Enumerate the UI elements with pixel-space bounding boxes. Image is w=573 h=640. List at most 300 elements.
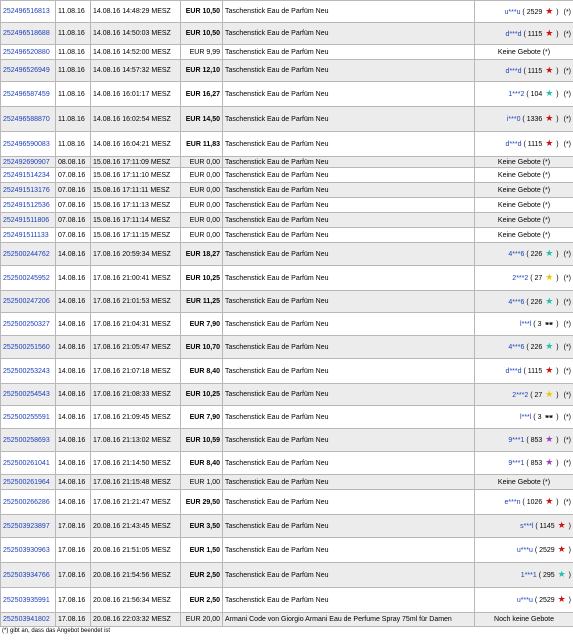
end-date-cell: 15.08.16 17:11:10 MESZ	[91, 168, 181, 183]
start-date-cell: 14.08.16	[56, 359, 91, 384]
bidder-cell: 2***2 ( 27 ★ ) (*)	[475, 384, 573, 406]
bidder-cell: 4***6 ( 226 ★ ) (*)	[475, 291, 573, 313]
star-icon: ★	[545, 457, 554, 467]
price-cell: EUR 20,00	[181, 613, 223, 627]
end-date-cell: 17.08.16 21:07:18 MESZ	[91, 359, 181, 384]
start-date-cell: 07.08.16	[56, 183, 91, 198]
item-id-cell	[1, 198, 56, 213]
end-date-cell: 14.08.16 14:52:00 MESZ	[91, 45, 181, 60]
item-id-cell	[1, 313, 56, 336]
item-id-link[interactable]: 252491512536	[3, 201, 50, 209]
title-cell: Taschenstick Eau de Parfüm Neu	[223, 1, 475, 23]
bidder-name[interactable]: d***d	[505, 67, 522, 75]
feedback-score: 2529	[539, 597, 555, 604]
ended-marker: (*)	[563, 116, 571, 123]
item-id-cell	[1, 60, 56, 82]
feedback-score: 853	[530, 460, 543, 467]
price-cell: EUR 11,25	[181, 291, 223, 313]
table-row	[1, 107, 573, 132]
star-icon: ★	[557, 594, 566, 604]
ended-marker: (*)	[563, 8, 571, 16]
table-row	[1, 82, 573, 107]
ended-marker: (*)	[563, 141, 571, 148]
feedback-score: 104	[530, 91, 543, 98]
bidder-name[interactable]: 1***1	[520, 572, 537, 579]
star-icon: ★	[545, 295, 554, 306]
no-bids-label: Keine Gebote (*)	[497, 158, 551, 166]
end-date-cell: 14.08.16 14:57:32 MESZ	[91, 60, 181, 82]
item-id-link[interactable]: 252503934766	[3, 571, 50, 579]
bidder-name[interactable]: 4***6	[508, 298, 525, 306]
ended-marker: (*)	[563, 30, 571, 38]
item-id-cell	[1, 291, 56, 313]
table-row	[1, 588, 573, 613]
table-row	[1, 266, 573, 291]
bidder-cell: d***d ( 1115 ★ ) (*)	[475, 359, 573, 384]
title-cell: Taschenstick Eau de Parfüm Neu	[223, 359, 475, 384]
ended-marker: (*)	[563, 275, 571, 282]
title-cell: Taschenstick Eau de Parfüm Neu	[223, 538, 475, 563]
table-row	[1, 132, 573, 157]
title-cell: Taschenstick Eau de Parfüm Neu	[223, 243, 475, 266]
item-id-cell	[1, 183, 56, 198]
star-icon: ★	[545, 434, 554, 444]
table-row	[1, 336, 573, 359]
ended-marker: (*)	[563, 460, 571, 467]
price-cell: EUR 10,70	[181, 336, 223, 359]
feedback-score: 27	[534, 391, 543, 399]
bidder-cell: d***d ( 1115 ★ ) (*)	[475, 23, 573, 45]
price-cell: EUR 0,00	[181, 168, 223, 183]
item-id-link[interactable]: 252500261964	[3, 478, 50, 486]
feedback-score: 1336	[526, 116, 543, 123]
start-date-cell: 08.08.16	[56, 157, 91, 168]
title-cell: Taschenstick Eau de Parfüm Neu	[223, 515, 475, 538]
price-cell: EUR 7,90	[181, 313, 223, 336]
end-date-cell: 17.08.16 21:04:31 MESZ	[91, 313, 181, 336]
feedback-score: 1115	[527, 368, 543, 375]
ended-marker: (*)	[563, 298, 571, 306]
no-bids-label: Keine Gebote (*)	[497, 201, 551, 209]
start-date-cell: 17.08.16	[56, 588, 91, 613]
title-cell: Taschenstick Eau de Parfüm Neu	[223, 475, 475, 490]
item-id-link[interactable]: 252491511806	[3, 216, 50, 224]
start-date-cell: 07.08.16	[56, 168, 91, 183]
bidder-cell: 4***6 ( 226 ★ ) (*)	[475, 336, 573, 359]
table-row	[1, 228, 573, 243]
title-cell: Taschenstick Eau de Parfüm Neu	[223, 82, 475, 107]
item-id-cell	[1, 515, 56, 538]
bidder-cell: 4***6 ( 226 ★ ) (*)	[475, 243, 573, 266]
no-bids-label: Keine Gebote (*)	[497, 216, 551, 224]
footnote: (*) gibt an, dass das Angebot beendet ist	[2, 628, 111, 634]
star-icon: ★	[545, 5, 554, 16]
table-row	[1, 213, 573, 228]
ended-marker: (*)	[563, 391, 571, 399]
ended-marker: (*)	[563, 437, 571, 444]
price-cell: EUR 10,25	[181, 266, 223, 291]
bidder-cell	[475, 613, 573, 627]
star-icon: ★	[545, 272, 554, 282]
ended-marker: (*)	[563, 368, 571, 375]
star-icon: ★	[545, 365, 554, 375]
item-id-link[interactable]: 252500266286	[3, 498, 50, 506]
end-date-cell: 14.08.16 16:02:54 MESZ	[91, 107, 181, 132]
price-cell: EUR 0,00	[181, 213, 223, 228]
start-date-cell: 14.08.16	[56, 243, 91, 266]
end-date-cell: 20.08.16 21:56:34 MESZ	[91, 588, 181, 613]
bidder-name[interactable]: 2***2	[512, 391, 529, 399]
bidder-cell	[475, 183, 573, 198]
table-row	[1, 45, 573, 60]
ended-marker: (*)	[563, 251, 571, 258]
ended-marker: (*)	[563, 413, 571, 421]
end-date-cell: 17.08.16 21:01:53 MESZ	[91, 291, 181, 313]
feedback-score: 295	[543, 572, 555, 579]
title-cell: Taschenstick Eau de Parfüm Neu	[223, 406, 475, 429]
item-id-cell	[1, 406, 56, 429]
start-date-cell: 14.08.16	[56, 313, 91, 336]
end-date-cell: 15.08.16 17:11:14 MESZ	[91, 213, 181, 228]
bidder-cell: d***d ( 1115 ★ ) (*)	[475, 60, 573, 82]
price-cell: EUR 18,27	[181, 243, 223, 266]
start-date-cell: 11.08.16	[56, 45, 91, 60]
bidder-cell: u***u ( 2529 ★ )	[475, 588, 573, 613]
price-cell: EUR 2,50	[181, 588, 223, 613]
start-date-cell: 17.08.16	[56, 613, 91, 627]
ended-marker: (*)	[563, 91, 571, 98]
title-cell: Armani Code von Giorgio Armani Eau de Perfume Spray 75ml für Damen	[223, 613, 475, 627]
price-cell: EUR 0,00	[181, 228, 223, 243]
start-date-cell: 14.08.16	[56, 475, 91, 490]
price-cell: EUR 29,50	[181, 490, 223, 515]
bidder-name[interactable]: l***l	[520, 413, 532, 421]
end-date-cell: 17.08.16 21:05:47 MESZ	[91, 336, 181, 359]
price-cell: EUR 16,27	[181, 82, 223, 107]
title-cell: Taschenstick Eau de Parfüm Neu	[223, 266, 475, 291]
star-icon: ★	[545, 64, 554, 75]
title-cell: Taschenstick Eau de Parfüm Neu	[223, 23, 475, 45]
price-cell: EUR 8,40	[181, 452, 223, 475]
item-id-cell	[1, 490, 56, 515]
title-cell: Taschenstick Eau de Parfüm Neu	[223, 429, 475, 452]
bidder-cell	[475, 228, 573, 243]
start-date-cell: 11.08.16	[56, 60, 91, 82]
feedback-score: 853	[530, 437, 543, 444]
start-date-cell: 17.08.16	[56, 515, 91, 538]
feedback-score: 3	[537, 320, 542, 328]
table-row	[1, 243, 573, 266]
title-cell: Taschenstick Eau de Parfüm Neu	[223, 157, 475, 168]
price-cell: EUR 10,50	[181, 1, 223, 23]
table-row	[1, 23, 573, 45]
bidder-name[interactable]: d***d	[505, 30, 522, 38]
bidder-cell: d***d ( 1115 ★ ) (*)	[475, 132, 573, 157]
table-row	[1, 168, 573, 183]
bidder-cell: e***n ( 1026 ★ ) (*)	[475, 490, 573, 515]
title-cell: Taschenstick Eau de Parfüm Neu	[223, 563, 475, 588]
item-id-link[interactable]: 252496588870	[3, 115, 50, 123]
bidder-cell: 9***1 ( 853 ★ ) (*)	[475, 429, 573, 452]
star-icon: ★	[545, 388, 554, 399]
item-id-cell	[1, 384, 56, 406]
item-id-link[interactable]: 252503935991	[3, 596, 50, 604]
ended-marker: (*)	[563, 320, 571, 328]
end-date-cell: 20.08.16 22:03:32 MESZ	[91, 613, 181, 627]
title-cell: Taschenstick Eau de Parfüm Neu	[223, 183, 475, 198]
item-id-link[interactable]: 252500251560	[3, 343, 50, 351]
price-cell: EUR 8,40	[181, 359, 223, 384]
bidder-name[interactable]: u***u	[516, 547, 533, 554]
start-date-cell: 07.08.16	[56, 228, 91, 243]
end-date-cell: 17.08.16 21:09:45 MESZ	[91, 406, 181, 429]
item-id-link[interactable]: 252503941802	[3, 616, 50, 623]
item-id-cell	[1, 429, 56, 452]
end-date-cell: 14.08.16 16:04:21 MESZ	[91, 132, 181, 157]
table-row	[1, 1, 573, 23]
item-id-cell	[1, 107, 56, 132]
bidder-cell	[475, 45, 573, 60]
end-date-cell: 20.08.16 21:43:45 MESZ	[91, 515, 181, 538]
end-date-cell: 17.08.16 21:21:47 MESZ	[91, 490, 181, 515]
price-cell: EUR 1,00	[181, 475, 223, 490]
feedback-score: 226	[530, 298, 543, 306]
price-cell: EUR 10,25	[181, 384, 223, 406]
bidder-name[interactable]: 4***6	[508, 344, 525, 351]
item-id-link[interactable]: 252492690907	[3, 158, 50, 166]
ended-marker: (*)	[563, 67, 571, 75]
feedback-score: 2529	[526, 8, 543, 16]
star-icon: ★	[557, 544, 566, 554]
bidder-cell	[475, 475, 573, 490]
table-row	[1, 406, 573, 429]
title-cell: Taschenstick Eau de Parfüm Neu	[223, 490, 475, 515]
table-row	[1, 490, 573, 515]
bidder-cell: u***u ( 2529 ★ ) (*)	[475, 1, 573, 23]
start-date-cell: 17.08.16	[56, 538, 91, 563]
item-id-link[interactable]: 252500254543	[3, 391, 50, 398]
price-cell: EUR 0,00	[181, 183, 223, 198]
item-id-link[interactable]: 252491514234	[3, 171, 50, 179]
item-id-cell	[1, 213, 56, 228]
start-date-cell: 11.08.16	[56, 82, 91, 107]
ended-marker: (*)	[563, 499, 571, 506]
item-id-link[interactable]: 252503923897	[3, 522, 50, 530]
item-id-cell	[1, 336, 56, 359]
feedback-score: 1145	[539, 523, 555, 530]
feedback-score: 226	[530, 251, 543, 258]
start-date-cell: 14.08.16	[56, 266, 91, 291]
start-date-cell: 07.08.16	[56, 213, 91, 228]
bidder-name[interactable]: 4***6	[508, 251, 525, 258]
feedback-score: 1115	[527, 30, 543, 38]
title-cell: Taschenstick Eau de Parfüm Neu	[223, 384, 475, 406]
item-id-link[interactable]: 252500250327	[3, 320, 50, 328]
item-id-link[interactable]: 252496587459	[3, 90, 50, 98]
star-icon: ★	[557, 569, 566, 579]
star-icon: ★	[545, 341, 554, 351]
item-id-cell	[1, 23, 56, 45]
start-date-cell: 11.08.16	[56, 132, 91, 157]
item-id-link[interactable]: 252500245952	[3, 274, 50, 282]
bidder-name[interactable]: 1***2	[508, 91, 525, 98]
price-cell: EUR 3,50	[181, 515, 223, 538]
item-id-link[interactable]: 252500244762	[3, 250, 50, 258]
item-id-link[interactable]: 252496520880	[3, 48, 50, 56]
table-row	[1, 515, 573, 538]
item-id-link[interactable]: 252503930963	[3, 546, 50, 554]
title-cell: Taschenstick Eau de Parfüm Neu	[223, 168, 475, 183]
table-row	[1, 60, 573, 82]
item-id-link[interactable]: 252500253243	[3, 367, 50, 375]
end-date-cell: 17.08.16 20:59:34 MESZ	[91, 243, 181, 266]
price-cell: EUR 12,10	[181, 60, 223, 82]
table-row	[1, 452, 573, 475]
no-bids-label: Keine Gebote (*)	[497, 48, 551, 56]
bidder-name[interactable]: d***d	[505, 141, 522, 148]
price-cell: EUR 2,50	[181, 563, 223, 588]
item-id-cell	[1, 157, 56, 168]
item-id-cell	[1, 475, 56, 490]
end-date-cell: 20.08.16 21:51:05 MESZ	[91, 538, 181, 563]
bidder-name[interactable]: s***l	[520, 523, 534, 530]
feedback-score: 1026	[526, 499, 543, 506]
price-cell: EUR 1,50	[181, 538, 223, 563]
start-date-cell: 11.08.16	[56, 23, 91, 45]
title-cell: Taschenstick Eau de Parfüm Neu	[223, 313, 475, 336]
item-id-link[interactable]: 252496516813	[3, 8, 50, 15]
table-row	[1, 475, 573, 490]
table-row	[1, 538, 573, 563]
bidder-cell: 1***1 ( 295 ★ )	[475, 563, 573, 588]
price-cell: EUR 7,90	[181, 406, 223, 429]
title-cell: Taschenstick Eau de Parfüm Neu	[223, 107, 475, 132]
price-cell: EUR 14,50	[181, 107, 223, 132]
bidder-name[interactable]: e***n	[504, 499, 521, 506]
feedback-score: 2529	[539, 547, 555, 554]
item-id-link[interactable]: 252496526949	[3, 67, 50, 74]
end-date-cell: 20.08.16 21:54:56 MESZ	[91, 563, 181, 588]
item-id-link[interactable]: 252496590083	[3, 140, 50, 148]
start-date-cell: 14.08.16	[56, 406, 91, 429]
price-cell: EUR 10,59	[181, 429, 223, 452]
start-date-cell: 11.08.16	[56, 1, 91, 23]
title-cell: Taschenstick Eau de Parfüm Neu	[223, 45, 475, 60]
star-icon: ★	[545, 138, 554, 148]
item-id-link[interactable]: 252496518688	[3, 30, 50, 37]
bidder-cell	[475, 198, 573, 213]
no-bids-label: Keine Gebote (*)	[497, 478, 551, 486]
item-id-link[interactable]: 252500247206	[3, 298, 50, 305]
bidder-cell	[475, 168, 573, 183]
start-date-cell: 14.08.16	[56, 291, 91, 313]
title-cell: Taschenstick Eau de Parfüm Neu	[223, 336, 475, 359]
price-cell: EUR 0,00	[181, 198, 223, 213]
end-date-cell: 17.08.16 21:08:33 MESZ	[91, 384, 181, 406]
bidder-name[interactable]: u***u	[516, 597, 533, 604]
item-id-cell	[1, 563, 56, 588]
item-id-link[interactable]: 252491511133	[3, 231, 49, 239]
start-date-cell: 07.08.16	[56, 198, 91, 213]
bidder-name[interactable]: 9***1	[508, 460, 525, 467]
start-date-cell: 14.08.16	[56, 490, 91, 515]
end-date-cell: 15.08.16 17:11:13 MESZ	[91, 198, 181, 213]
bidder-name[interactable]: 9***1	[508, 437, 525, 444]
bidder-cell: 2***2 ( 27 ★ ) (*)	[475, 266, 573, 291]
end-date-cell: 17.08.16 21:14:50 MESZ	[91, 452, 181, 475]
star-icon: ★	[545, 88, 554, 98]
end-date-cell: 17.08.16 21:15:48 MESZ	[91, 475, 181, 490]
ended-marker: (*)	[563, 344, 571, 351]
end-date-cell: 14.08.16 14:48:29 MESZ	[91, 1, 181, 23]
bidder-cell	[475, 157, 573, 168]
bidder-cell: 9***1 ( 853 ★ ) (*)	[475, 452, 573, 475]
bidder-name[interactable]: i***0	[506, 116, 521, 123]
title-cell: Taschenstick Eau de Parfüm Neu	[223, 60, 475, 82]
bidder-name[interactable]: 2***2	[512, 275, 529, 282]
table-row	[1, 157, 573, 168]
title-cell: Taschenstick Eau de Parfüm Neu	[223, 588, 475, 613]
title-cell: Taschenstick Eau de Parfüm Neu	[223, 198, 475, 213]
start-date-cell: 14.08.16	[56, 336, 91, 359]
item-id-link[interactable]: 252491513176	[3, 186, 50, 194]
end-date-cell: 15.08.16 17:11:09 MESZ	[91, 157, 181, 168]
star-icon: ★	[545, 496, 554, 506]
no-bids-label: Keine Gebote (*)	[497, 186, 551, 194]
table-row	[1, 198, 573, 213]
start-date-cell: 17.08.16	[56, 563, 91, 588]
no-bids-label: Keine Gebote (*)	[497, 171, 551, 179]
table-row	[1, 313, 573, 336]
no-bids-label: Noch keine Gebote	[494, 616, 554, 623]
bidder-name[interactable]: d***d	[505, 368, 522, 375]
start-date-cell: 14.08.16	[56, 384, 91, 406]
item-id-link[interactable]: 252500261041	[3, 459, 50, 467]
bidder-cell: u***u ( 2529 ★ )	[475, 538, 573, 563]
title-cell: Taschenstick Eau de Parfüm Neu	[223, 452, 475, 475]
sunglasses-icon: 🕶	[544, 320, 554, 328]
item-id-cell	[1, 243, 56, 266]
bidder-name[interactable]: u***u	[504, 8, 521, 16]
price-cell: EUR 11,83	[181, 132, 223, 157]
feedback-score: 3	[537, 413, 542, 421]
no-bids-label: Keine Gebote (*)	[497, 231, 551, 239]
end-date-cell: 17.08.16 21:13:02 MESZ	[91, 429, 181, 452]
table-row	[1, 359, 573, 384]
star-icon: ★	[545, 27, 554, 38]
price-cell: EUR 10,50	[181, 23, 223, 45]
item-id-cell	[1, 613, 56, 627]
start-date-cell: 14.08.16	[56, 452, 91, 475]
bidder-cell: s***l ( 1145 ★ )	[475, 515, 573, 538]
sunglasses-icon: 🕶	[544, 413, 554, 421]
table-row	[1, 563, 573, 588]
bidder-cell: 1***2 ( 104 ★ ) (*)	[475, 82, 573, 107]
start-date-cell: 14.08.16	[56, 429, 91, 452]
bidder-cell: i***0 ( 1336 ★ ) (*)	[475, 107, 573, 132]
item-id-cell	[1, 132, 56, 157]
table-row	[1, 613, 573, 627]
item-id-link[interactable]: 252500258693	[3, 436, 50, 444]
feedback-score: 27	[534, 275, 543, 282]
item-id-link[interactable]: 252500255591	[3, 413, 50, 421]
table-row	[1, 429, 573, 452]
end-date-cell: 15.08.16 17:11:15 MESZ	[91, 228, 181, 243]
bidder-name[interactable]: l***l	[520, 320, 532, 328]
feedback-score: 226	[530, 344, 543, 351]
item-id-cell	[1, 1, 56, 23]
item-id-cell	[1, 538, 56, 563]
